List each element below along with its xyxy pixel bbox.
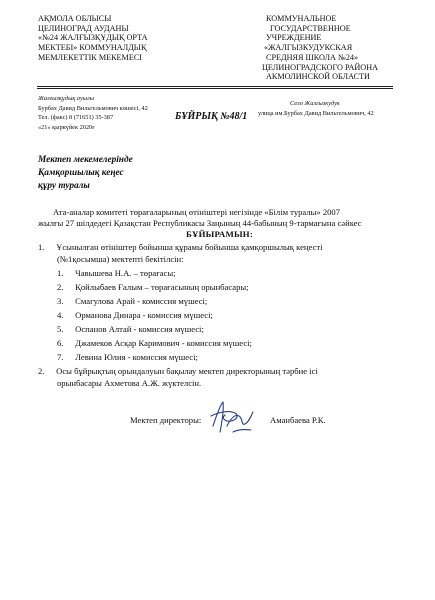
header-left-line: «№24 ЖАЛҒЫЗҚҰДЫҚ ОРТА [38, 33, 148, 43]
subject-line: құру туралы [38, 181, 90, 191]
member-number: 6. [57, 338, 64, 348]
address-left-line: Бурбах Давид Вильгельмович көшесі, 42 [38, 104, 148, 112]
member-number: 4. [57, 310, 64, 320]
header-right-line: ЦЕЛИНОГРАДСКОГО РАЙОНА [262, 62, 379, 72]
header-right-org-name [262, 14, 427, 82]
address-left-date: «21» қыркүйек 2020ғ [38, 123, 95, 131]
header-left-line: АҚМОЛА ОБЛЫСЫ [38, 14, 112, 23]
header-right-line: АКМОЛИНСКОЙ ОБЛАСТИ [266, 72, 370, 82]
item-number: 1. [38, 242, 45, 252]
order-item-2 [38, 366, 318, 376]
signature-label: Мектеп директоры: [130, 415, 202, 425]
member-text: Смагулова Арай - комиссия мүшесі; [75, 296, 208, 306]
member-number: 7. [57, 352, 64, 362]
header-left-line: МЕКТЕБІ» КОММУНАЛДЫҚ [38, 43, 147, 53]
member-number: 2. [57, 282, 64, 292]
member-list-item [57, 352, 198, 362]
member-text: Орманова Динара - комиссия мүшесі; [75, 310, 213, 320]
subject-line: Қамқоршылық кеңес [38, 168, 124, 178]
item-text: Осы бұйрықтың орындалуын бақылау мектеп директорының тәрбие ісі [56, 366, 318, 376]
address-left-line: Тел. (факс) 8 (71651) 35-387 [38, 114, 114, 122]
member-list-item [57, 282, 249, 292]
member-text: Джамеков Асқар Каримович - комиссия мүшесі; [75, 338, 252, 348]
header-right-line: КОММУНАЛЬНОЕ [266, 14, 337, 23]
preamble-line: жылғы 27 шілдедегі Қазақстан Республикасы Заңының 44-бабының 9-тармағына сәйкес [38, 218, 362, 228]
item-number: 2. [38, 366, 45, 376]
header-right-line: СРЕДНЯЯ ШКОЛА №24» [266, 52, 359, 62]
order-item-1-continued: (№1қосымша) мектепті бекітілсін: [57, 254, 184, 264]
address-right-line: улица им.Бурбах Давид Вильгельмович, 42 [258, 109, 374, 117]
member-text: Левина Юлия - комиссия мүшесі; [75, 352, 198, 362]
member-list-item [57, 296, 207, 306]
order-subject [38, 154, 133, 193]
member-text: Чавышева Н.А. – төрағасы; [75, 268, 176, 278]
address-right-line: Село Жалгызкудук [290, 100, 340, 107]
header-right-line: ГОСУДАРСТВЕННОЕ [270, 23, 351, 33]
member-number: 3. [57, 296, 64, 306]
header-divider-bottom [37, 88, 393, 89]
decree-heading: БҰЙЫРАМЫН: [186, 229, 253, 239]
member-list-item [57, 338, 252, 348]
preamble-line: Ата-аналар комитеті төрағаларының өтініштері негізінде «Білім туралы» 2007 [53, 207, 341, 217]
item-text: Ұсынылған өтініштер бойынша құрамы бойынша қамқоршылық кеңесті [56, 242, 323, 252]
subject-line: Мектеп мекемелерінде [38, 155, 133, 165]
header-left-line: ЦЕЛИНОГРАД АУДАНЫ [38, 23, 129, 33]
member-list-item [57, 310, 213, 320]
header-left-line: МЕМЛЕКЕТТІК МЕКЕМЕСІ [38, 52, 143, 62]
member-number: 5. [57, 324, 64, 334]
order-number: БҰЙРЫҚ №48/1 [175, 111, 248, 122]
header-divider-top [37, 86, 393, 87]
order-item-2-continued: орынбасары Ахметова А.Ж. жүктелсін. [57, 378, 202, 388]
address-right-block [258, 99, 382, 118]
member-list-item [57, 324, 204, 334]
address-left-block [38, 94, 148, 132]
header-right-line: УЧРЕЖДЕНИЕ [266, 33, 322, 43]
header-left-org-name [38, 14, 198, 63]
signatory-name: Аманбаева Р.К. [270, 415, 326, 425]
member-number: 1. [57, 268, 64, 278]
header-right-line: «ЖАЛГЫЗКУДУКСКАЯ [264, 43, 353, 53]
handwritten-signature [203, 396, 259, 440]
member-text: Оспанов Алтай - комиссия мүшесі; [75, 324, 204, 334]
order-item-1 [38, 242, 322, 252]
member-text: Қойлыбаев Ғалым – төрағасының орынбасары; [75, 282, 249, 292]
member-list-item [57, 268, 176, 278]
address-left-line: Жалғызқұдық ауылы [38, 95, 95, 102]
